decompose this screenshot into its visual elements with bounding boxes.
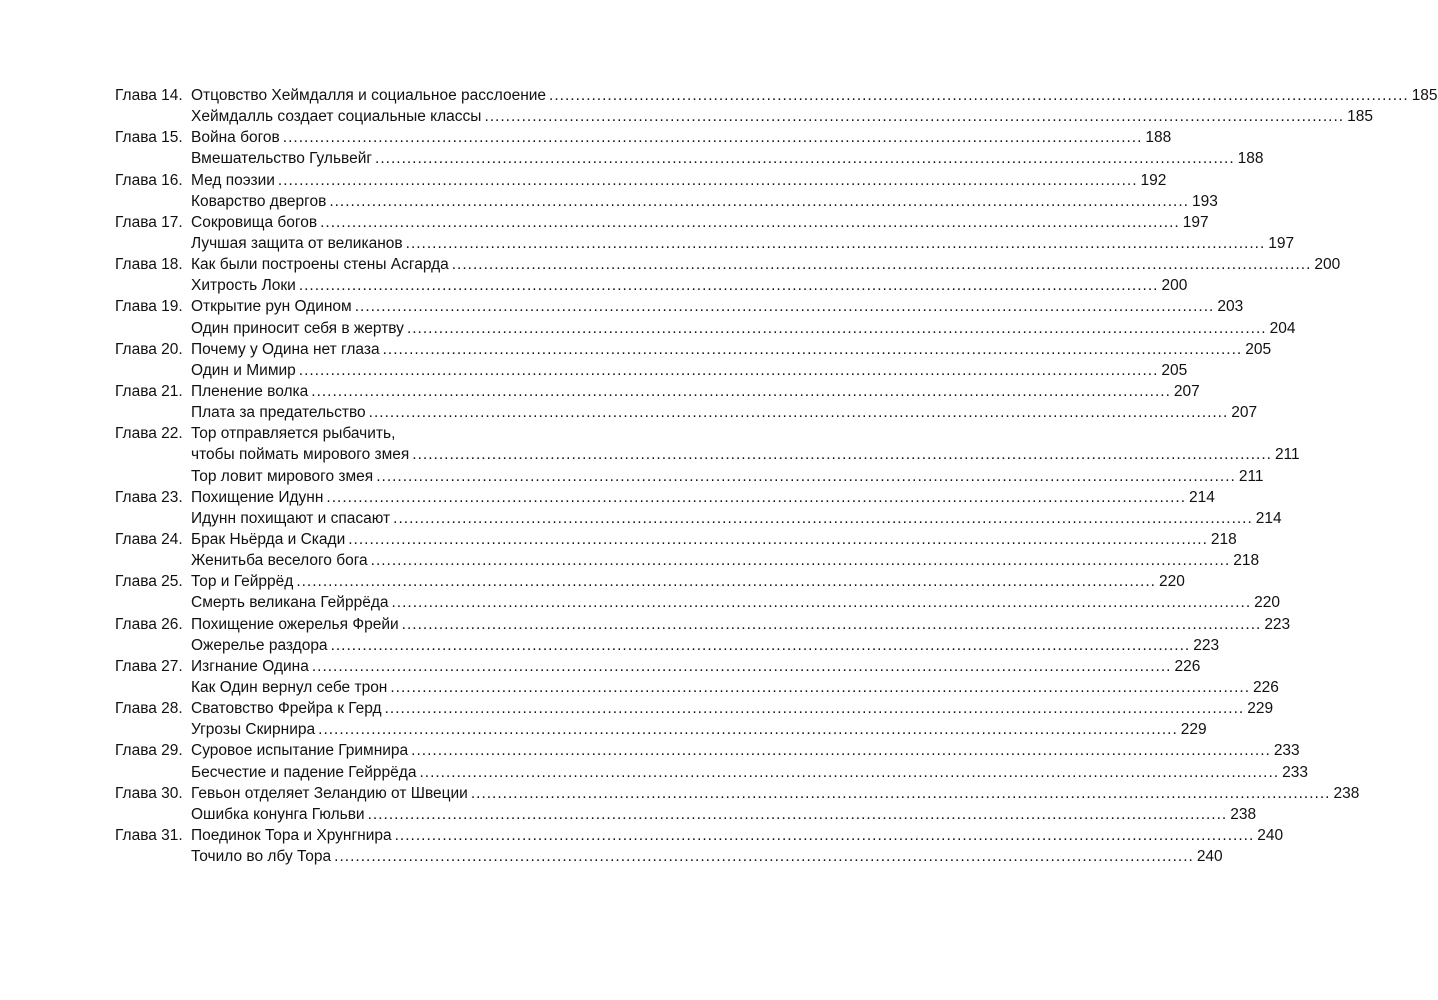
- chapter-title: Ошибка конунга Гюльви: [191, 805, 365, 823]
- page-number: 218: [1233, 552, 1260, 570]
- dot-leader: [549, 85, 1409, 106]
- page-number: 203: [1217, 298, 1244, 316]
- toc-entry[interactable]: [115, 487, 1215, 508]
- chapter-title: Плата за предательство: [191, 404, 366, 422]
- chapter-title: Отцовство Хеймдалля и социальное расслоение: [191, 87, 547, 104]
- chapter-title: Хеймдалль создает социальные классы: [191, 108, 482, 126]
- chapter-number: Глава 19.: [115, 298, 183, 316]
- page-number: 197: [1182, 213, 1209, 231]
- chapter-title: Похищение Идунн: [191, 488, 324, 506]
- toc-entry[interactable]: [115, 148, 1264, 169]
- dot-leader: [326, 487, 1186, 508]
- chapter-title: Брак Ньёрда и Скади: [191, 530, 346, 548]
- page-number: 193: [1191, 192, 1218, 210]
- page-number: 223: [1193, 636, 1220, 654]
- toc-entry[interactable]: [115, 85, 1438, 106]
- chapter-title: Идунн похищают и спасают: [191, 509, 391, 527]
- dot-leader: [407, 318, 1267, 339]
- page-number: 185: [1347, 108, 1373, 126]
- chapter-title: Угрозы Скирнира: [191, 721, 316, 739]
- page-number: 205: [1245, 340, 1272, 358]
- chapter-title: Вмешательство Гульвейг: [191, 150, 373, 168]
- toc-entry[interactable]: [115, 444, 1300, 465]
- chapter-number: Глава 21.: [115, 382, 183, 400]
- page-number: 192: [1140, 171, 1167, 189]
- chapter-title: Открытие рун Одином: [191, 298, 352, 316]
- toc-entry[interactable]: [115, 804, 1257, 825]
- dot-leader: [385, 698, 1245, 719]
- page-number: 220: [1158, 573, 1185, 591]
- toc-entry[interactable]: [115, 698, 1274, 719]
- page-number: 207: [1173, 382, 1200, 400]
- chapter-number: Глава 14.: [115, 87, 183, 104]
- chapter-number: Глава 23.: [115, 488, 183, 506]
- toc-entry[interactable]: [115, 233, 1295, 254]
- page-number: 200: [1161, 277, 1188, 295]
- chapter-title: Суровое испытание Гримнира: [191, 742, 409, 760]
- dot-leader: [311, 381, 1171, 402]
- chapter-title: Ожерелье раздора: [191, 636, 328, 654]
- dot-leader: [392, 592, 1252, 613]
- toc-entry[interactable]: [115, 550, 1260, 571]
- toc-entry[interactable]: [115, 423, 673, 444]
- dot-leader: [395, 825, 1255, 846]
- page-number: 205: [1161, 361, 1188, 379]
- page-number: 238: [1333, 784, 1360, 802]
- chapter-title: Сватовство Фрейра к Герд: [191, 700, 382, 718]
- chapter-title: Женитьба веселого бога: [191, 552, 368, 570]
- toc-entry[interactable]: [115, 127, 1172, 148]
- toc-entry[interactable]: [115, 275, 1188, 296]
- chapter-title: Один и Мимир: [191, 361, 296, 379]
- dot-leader: [331, 635, 1191, 656]
- dot-leader: [283, 127, 1143, 148]
- dot-leader: [348, 529, 1208, 550]
- chapter-number: Глава 29.: [115, 742, 183, 760]
- chapter-number: Глава 28.: [115, 700, 183, 718]
- toc-entry[interactable]: [115, 825, 1284, 846]
- chapter-title: Коварство двергов: [191, 192, 327, 210]
- page-number: 200: [1314, 256, 1341, 274]
- dot-leader: [402, 614, 1262, 635]
- dot-leader: [312, 656, 1172, 677]
- chapter-number: Глава 18.: [115, 256, 183, 274]
- page-number: 188: [1237, 150, 1264, 168]
- page-number: 211: [1238, 467, 1264, 485]
- page-number: 226: [1174, 657, 1201, 675]
- page-number: 240: [1257, 826, 1284, 844]
- dot-leader: [452, 254, 1312, 275]
- dot-leader: [376, 466, 1236, 487]
- chapter-number: Глава 20.: [115, 340, 183, 358]
- toc-entry[interactable]: [115, 360, 1188, 381]
- toc-entry[interactable]: [115, 318, 1296, 339]
- dot-leader: [411, 740, 1271, 761]
- chapter-number: Глава 15.: [115, 129, 183, 147]
- page-number: 197: [1268, 234, 1295, 252]
- chapter-title: Война богов: [191, 129, 280, 147]
- dot-leader: [296, 571, 1156, 592]
- chapter-title: Точило во лбу Тора: [191, 848, 332, 866]
- dot-leader: [371, 550, 1231, 571]
- dot-leader: [412, 444, 1272, 465]
- chapter-number: Глава 30.: [115, 784, 183, 802]
- chapter-number: Глава 27.: [115, 657, 183, 675]
- chapter-number: Глава 25.: [115, 573, 183, 591]
- page-number: 185: [1411, 87, 1438, 104]
- chapter-title: Почему у Одина нет глаза: [191, 340, 380, 358]
- toc-entry[interactable]: [115, 740, 1300, 761]
- page-number: 226: [1253, 678, 1279, 696]
- toc-entry[interactable]: [115, 466, 1264, 487]
- toc-entry[interactable]: [115, 719, 1207, 740]
- chapter-title: чтобы поймать мирового змея: [191, 446, 410, 464]
- page-number: 238: [1230, 805, 1257, 823]
- page-number: 240: [1196, 848, 1223, 866]
- chapter-title: Как Один вернул себе трон: [191, 678, 388, 696]
- toc-entry[interactable]: [115, 529, 1237, 550]
- toc-entry[interactable]: [115, 592, 1281, 613]
- page-number: 204: [1269, 319, 1296, 337]
- chapter-title: Один приносит себя в жертву: [191, 319, 404, 337]
- page-number: 220: [1254, 594, 1281, 612]
- chapter-number: Глава 17.: [115, 213, 183, 231]
- toc-entry[interactable]: [115, 762, 1308, 783]
- toc-entry[interactable]: [115, 296, 1244, 317]
- chapter-title: Хитрость Локи: [191, 277, 296, 295]
- page-number: 207: [1231, 404, 1258, 422]
- chapter-number: Глава 26.: [115, 615, 183, 633]
- table-of-contents: [115, 85, 1438, 867]
- toc-entry[interactable]: [115, 212, 1209, 233]
- page-number: 233: [1273, 742, 1300, 760]
- chapter-title: Тор ловит мирового змея: [191, 467, 374, 485]
- toc-entry[interactable]: [115, 614, 1291, 635]
- dot-leader: [334, 846, 1194, 867]
- chapter-title: Сокровища богов: [191, 213, 318, 231]
- toc-entry[interactable]: [115, 254, 1341, 275]
- dot-leader: [318, 719, 1178, 740]
- chapter-title: Лучшая защита от великанов: [191, 234, 403, 252]
- chapter-title: Гевьон отделяет Зеландию от Швеции: [191, 784, 468, 802]
- toc-entry[interactable]: [115, 635, 1220, 656]
- dot-leader: [368, 804, 1228, 825]
- page-number: 229: [1180, 721, 1207, 739]
- chapter-title: Похищение ожерелья Фрейи: [191, 615, 399, 633]
- chapter-title: Смерть великана Гейррёда: [191, 594, 389, 612]
- toc-entry[interactable]: [115, 402, 1258, 423]
- toc-entry[interactable]: [115, 191, 1218, 212]
- page-number: 229: [1247, 700, 1274, 718]
- chapter-title: Изгнание Одина: [191, 657, 309, 675]
- page-number: 214: [1255, 509, 1282, 527]
- dot-leader: [390, 677, 1250, 698]
- page-number: 188: [1145, 129, 1172, 147]
- chapter-title: Пленение волка: [191, 382, 309, 400]
- toc-entry[interactable]: [115, 846, 1223, 867]
- dot-leader: [375, 148, 1235, 169]
- chapter-title: Поединок Тора и Хрунгнира: [191, 826, 392, 844]
- toc-entry[interactable]: [115, 571, 1185, 592]
- chapter-number: Глава 31.: [115, 826, 183, 844]
- toc-entry[interactable]: [115, 106, 1373, 127]
- toc-entry[interactable]: [115, 339, 1272, 360]
- dot-leader: [329, 191, 1189, 212]
- dot-leader: [299, 360, 1159, 381]
- toc-entry[interactable]: [115, 677, 1279, 698]
- toc-entry[interactable]: [115, 508, 1282, 529]
- page-number: 233: [1282, 763, 1308, 781]
- toc-entry[interactable]: [115, 170, 1167, 191]
- dot-leader: [419, 762, 1279, 783]
- toc-entry[interactable]: [115, 656, 1201, 677]
- dot-leader: [320, 212, 1180, 233]
- dot-leader: [471, 783, 1331, 804]
- page-number: 223: [1264, 615, 1291, 633]
- chapter-number: Глава 24.: [115, 530, 183, 548]
- chapter-title: Бесчестие и падение Гейррёда: [191, 763, 417, 781]
- dot-leader: [369, 402, 1229, 423]
- page-number: 214: [1189, 488, 1215, 506]
- toc-entry[interactable]: [115, 783, 1360, 804]
- chapter-title: Как были построены стены Асгарда: [191, 256, 449, 274]
- dot-leader: [299, 275, 1159, 296]
- dot-leader: [383, 339, 1243, 360]
- dot-leader: [278, 170, 1138, 191]
- dot-leader: [393, 508, 1253, 529]
- dot-leader: [355, 296, 1215, 317]
- chapter-title: Тор и Гейррёд: [191, 573, 294, 591]
- page-number: 218: [1210, 530, 1237, 548]
- chapter-number: Глава 22.: [115, 425, 183, 443]
- chapter-title: Тор отправляется рыбачить,: [191, 425, 396, 443]
- dot-leader: [406, 233, 1266, 254]
- page-number: 211: [1274, 446, 1300, 464]
- chapter-number: Глава 16.: [115, 171, 183, 189]
- toc-entry[interactable]: [115, 381, 1200, 402]
- dot-leader: [484, 106, 1344, 127]
- chapter-title: Мед поэзии: [191, 171, 275, 189]
